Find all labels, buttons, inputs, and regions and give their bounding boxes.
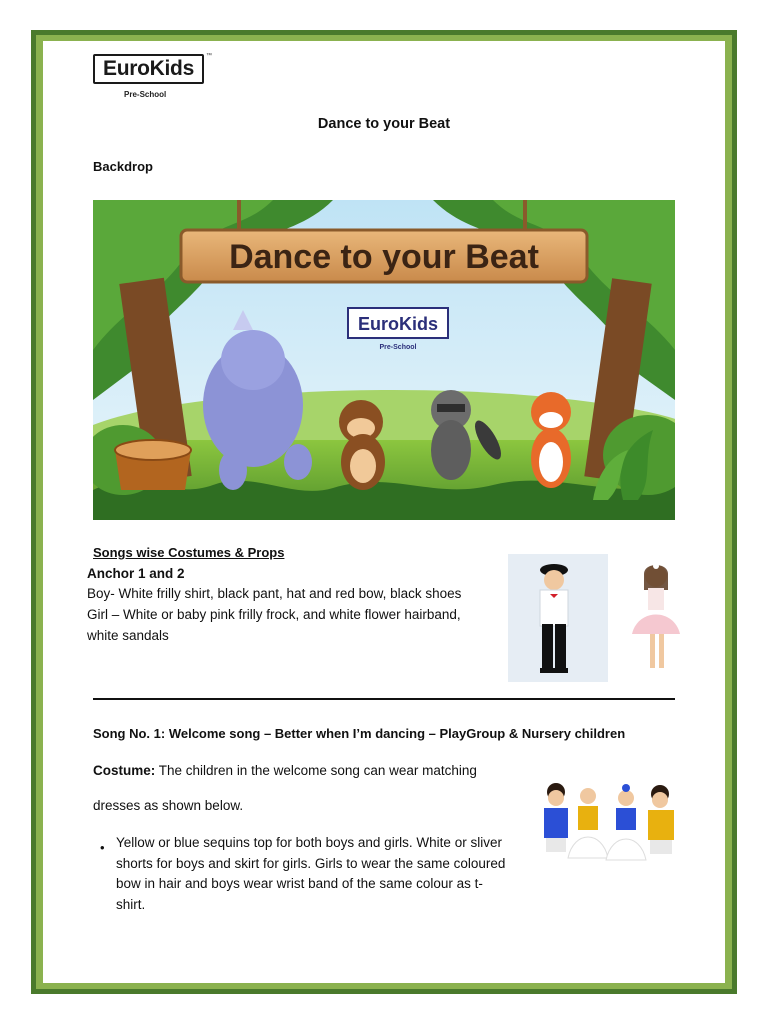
anchor-boy-line: Boy- White frilly shirt, black pant, hat and red bow, black shoes [87,586,462,601]
song1-costume-line-2: dresses as shown below. [93,798,244,813]
costume-text: The children in the welcome song can wear matching [155,763,477,778]
anchor-heading: Anchor 1 and 2 [87,566,185,581]
songs-costumes-heading: Songs wise Costumes & Props [93,545,285,560]
backdrop-logo-subtitle: Pre-School [379,344,417,351]
song1-heading: Song No. 1: Welcome song – Better when I’m dancing – PlayGroup & Nursery children [93,726,626,741]
logo-name: EuroKids [103,57,194,80]
anchor-girl-line-cont: white sandals [87,628,169,643]
section-divider [93,698,675,700]
song1-costume-line [93,763,477,778]
anchor-girl-line: Girl – White or baby pink frilly frock, and white flower hairband, [87,607,461,622]
group-costume-photo [538,776,678,892]
logo-trademark: ™ [206,53,212,59]
backdrop-image [93,200,675,520]
bullet-line-2: shorts for boys and skirt for girls. Girls to wear the same coloured [116,856,506,871]
costume-label: Costume: [93,763,156,778]
backdrop-label: Backdrop [93,159,153,174]
bullet-line-1: Yellow or blue sequins top for both boys and girls. White or sliver [116,835,502,850]
bullet-line-4: shirt. [116,897,146,912]
eurokids-logo [93,54,204,84]
bullet-line-3: bow in hair and boys wear wrist band of the same colour as t- [116,876,483,891]
backdrop-banner-text: Dance to your Beat [229,238,539,276]
backdrop-logo-name: EuroKids [357,314,439,334]
girl-costume-photo [608,554,692,682]
boy-costume-photo [508,554,608,682]
logo-subtitle: Pre-School [124,90,167,99]
bullet-marker: • [100,840,105,855]
document-title: Dance to your Beat [317,116,451,132]
